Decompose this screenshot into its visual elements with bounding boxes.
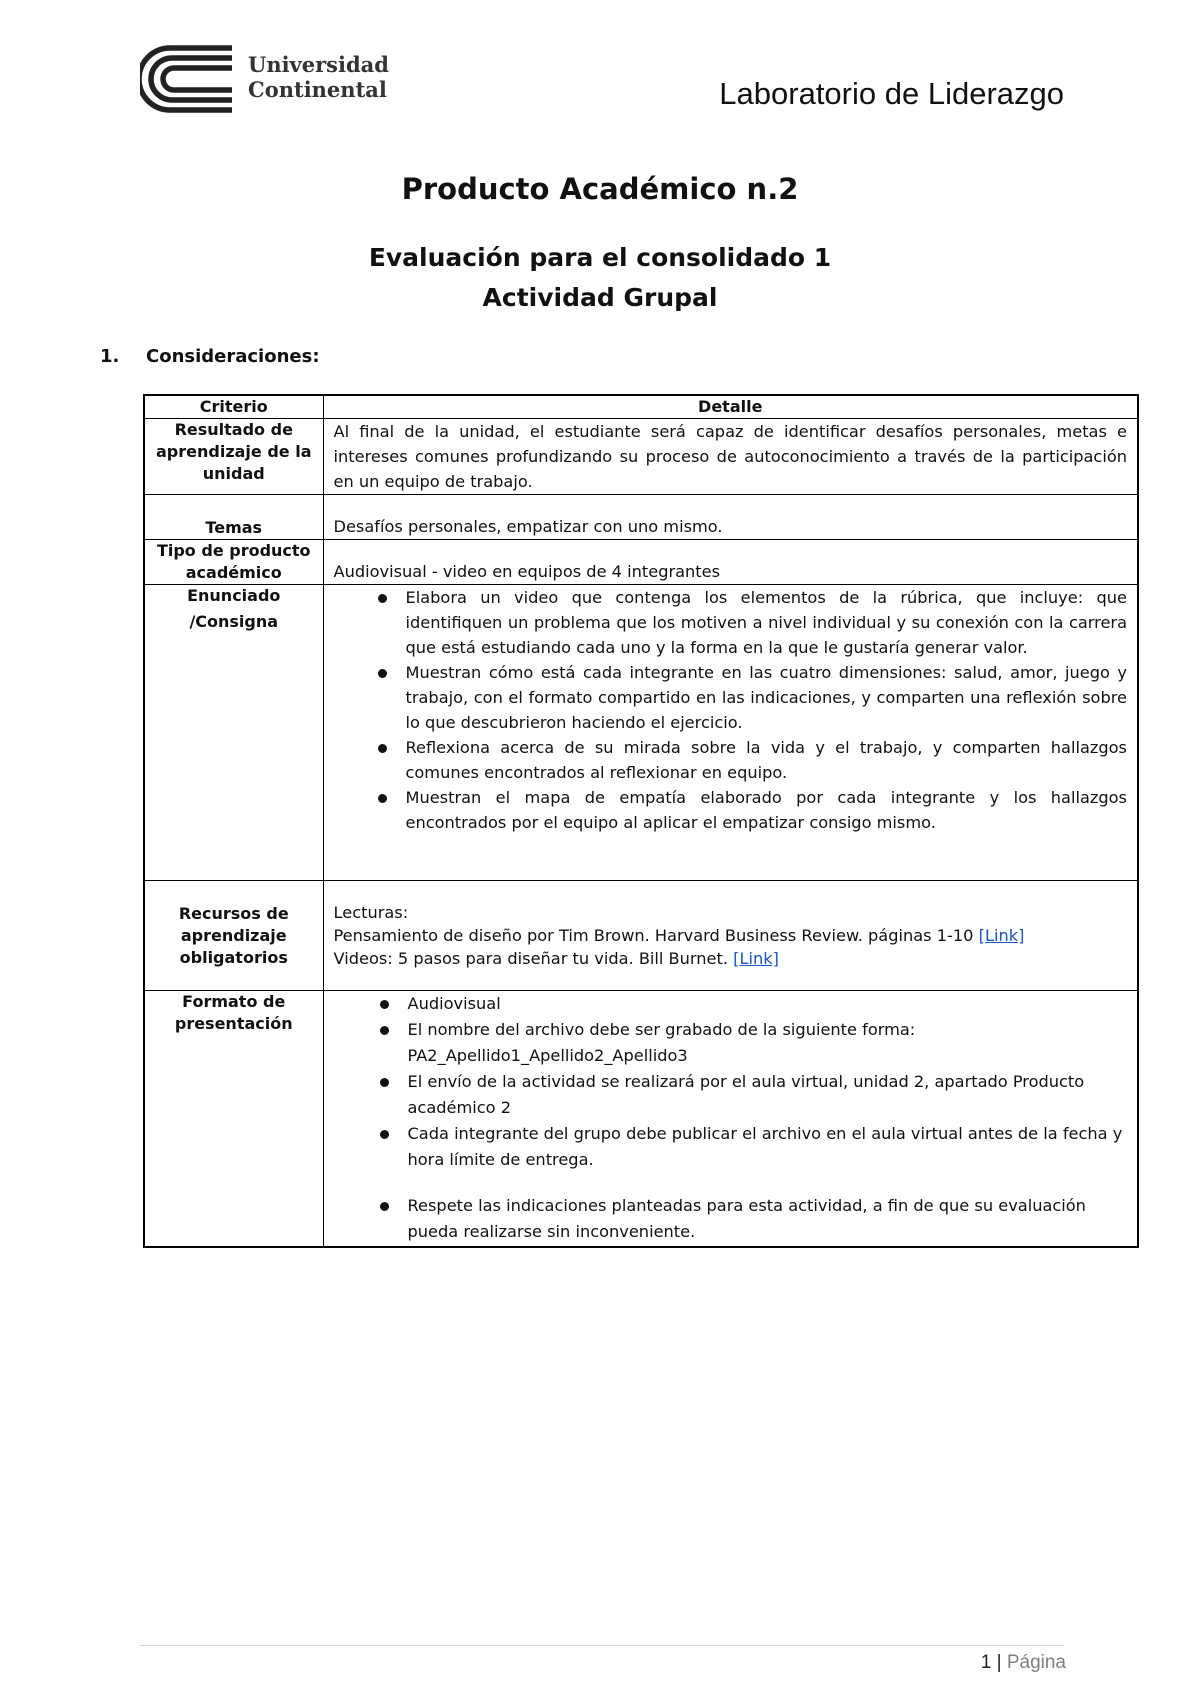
recursos-line-3 [334, 947, 1128, 970]
recursos-line-2 [334, 924, 1128, 947]
header-title: Laboratorio de Liderazgo [719, 76, 1064, 111]
row-label-recursos: Recursos de aprendizaje obligatorios [144, 881, 323, 991]
page-number: 1 [980, 1652, 992, 1673]
list-item: Muestran cómo está cada integrante en las cuatro dimensiones: salud, amor, juego y trabajo, con el formato compartido en las indicaciones, y comparten una reflexión sobre lo que descubrieron haciendo el ejercicio. [406, 660, 1128, 735]
table-row [144, 540, 1138, 585]
document-title: Producto Académico n.2 [401, 172, 799, 206]
row-label-formato: Formato de presentación [144, 991, 323, 1247]
row-detail-resultado: Al final de la unidad, el estudiante será capaz de identificar desafíos personales, metas e intereses comunes profundizando su proceso de autoconocimiento a través de la participación en un equipo de trabajo. [323, 419, 1138, 495]
row-detail-enunciado [323, 585, 1138, 881]
logo-line-1: Universidad [248, 52, 389, 77]
reading-link[interactable]: [Link] [978, 926, 1025, 945]
university-logo [140, 44, 390, 116]
enunciado-list [334, 585, 1128, 835]
subtitle-line-1: Evaluación para el consolidado 1 [368, 243, 832, 272]
list-item: Reflexiona acerca de su mirada sobre la vida y el trabajo, y comparten hallazgos comunes encontrados al reflexionar en equipo. [406, 735, 1128, 785]
row-detail-formato [323, 991, 1138, 1247]
table-row [144, 419, 1138, 495]
continental-logo-icon [140, 44, 240, 114]
enunciado-label-line-1: Enunciado [187, 586, 281, 605]
recursos-line-1: Lecturas: [333, 903, 409, 922]
row-label-temas: Temas [144, 495, 323, 540]
logo-line-2: Continental [248, 77, 387, 102]
list-item: Cada integrante del grupo debe publicar el archivo en el aula virtual antes de la fecha y hora límite de entrega. [408, 1121, 1128, 1173]
row-detail-tipo: Audiovisual - video en equipos de 4 integrantes [323, 540, 1138, 585]
row-detail-temas: Desafíos personales, empatizar con uno mismo. [323, 495, 1138, 540]
list-item: Elabora un video que contenga los elementos de la rúbrica, que incluye: que identifiquen un problema que los motiven a nivel individual y su conexión con la carrera que está estudiando cada uno y la forma en la que le gustaría generar valor. [406, 585, 1128, 660]
row-label-tipo: Tipo de producto académico [144, 540, 323, 585]
header-criterio: Criterio [144, 395, 323, 419]
enunciado-label-line-2: /Consigna [189, 612, 279, 631]
table-row [144, 495, 1138, 540]
table-row [144, 585, 1138, 881]
row-detail-recursos [323, 881, 1138, 991]
header-detalle: Detalle [323, 395, 1138, 419]
table-row [144, 991, 1138, 1247]
video-link[interactable]: [Link] [733, 949, 779, 968]
section-heading [100, 346, 320, 367]
table-header-row [144, 395, 1138, 419]
list-item: Muestran el mapa de empatía elaborado por cada integrante y los hallazgos encontrados por el equipo al aplicar el empatizar consigo mismo. [406, 785, 1128, 835]
list-item: Audiovisual [408, 991, 1128, 1017]
formato-list [334, 991, 1128, 1245]
recursos-video: Videos: 5 pasos para diseñar tu vida. Bill Burnet. [333, 949, 729, 968]
section-title: Consideraciones: [146, 346, 320, 367]
list-item: Respete las indicaciones planteadas para esta actividad, a fin de que su evaluación pueda realizarse sin inconveniente. [408, 1193, 1128, 1245]
row-label-resultado: Resultado de aprendizaje de la unidad [144, 419, 323, 495]
document-subtitle [0, 238, 1200, 318]
recursos-reading: Pensamiento de diseño por Tim Brown. Harvard Business Review. páginas 1-10 [333, 926, 974, 945]
page-footer [981, 1652, 1066, 1674]
list-item: El nombre del archivo debe ser grabado de la siguiente forma: PA2_Apellido1_Apellido2_Apellido3 [408, 1017, 1128, 1069]
page-label: Página [1006, 1652, 1066, 1673]
subtitle-line-2: Actividad Grupal [482, 283, 718, 312]
logo-wordmark [248, 52, 389, 102]
row-label-enunciado [144, 585, 323, 881]
considerations-table [143, 394, 1139, 1248]
list-item: El envío de la actividad se realizará por el aula virtual, unidad 2, apartado Producto académico 2 [408, 1069, 1128, 1121]
footer-separator: | [996, 1652, 1002, 1673]
section-number: 1. [100, 346, 120, 367]
footer-divider [140, 1645, 1064, 1646]
table-row [144, 881, 1138, 991]
